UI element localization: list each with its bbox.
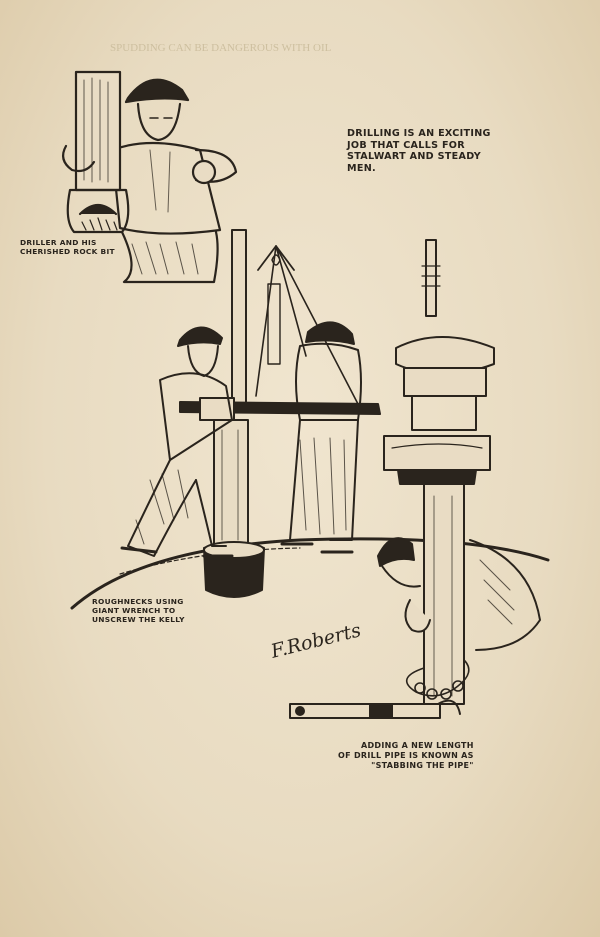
caption-roughnecks: ROUGHNECKS USING GIANT WRENCH TO UNSCREW THE KELLY: [92, 597, 185, 625]
caption-driller: DRILLER AND HIS CHERISHED ROCK BIT: [20, 238, 115, 257]
artist-signature: F.Roberts: [268, 619, 364, 663]
roughneck-right: [282, 322, 361, 552]
running-head: SPUDDING CAN BE DANGEROUS WITH OIL: [110, 42, 332, 54]
caption-drilling: DRILLING IS AN EXCITING JOB THAT CALLS FOR STALWART AND STEADY MEN.: [347, 128, 491, 175]
caption-stabbing: ADDING A NEW LENGTH OF DRILL PIPE IS KNOWN AS "STABBING THE PIPE": [338, 741, 474, 770]
